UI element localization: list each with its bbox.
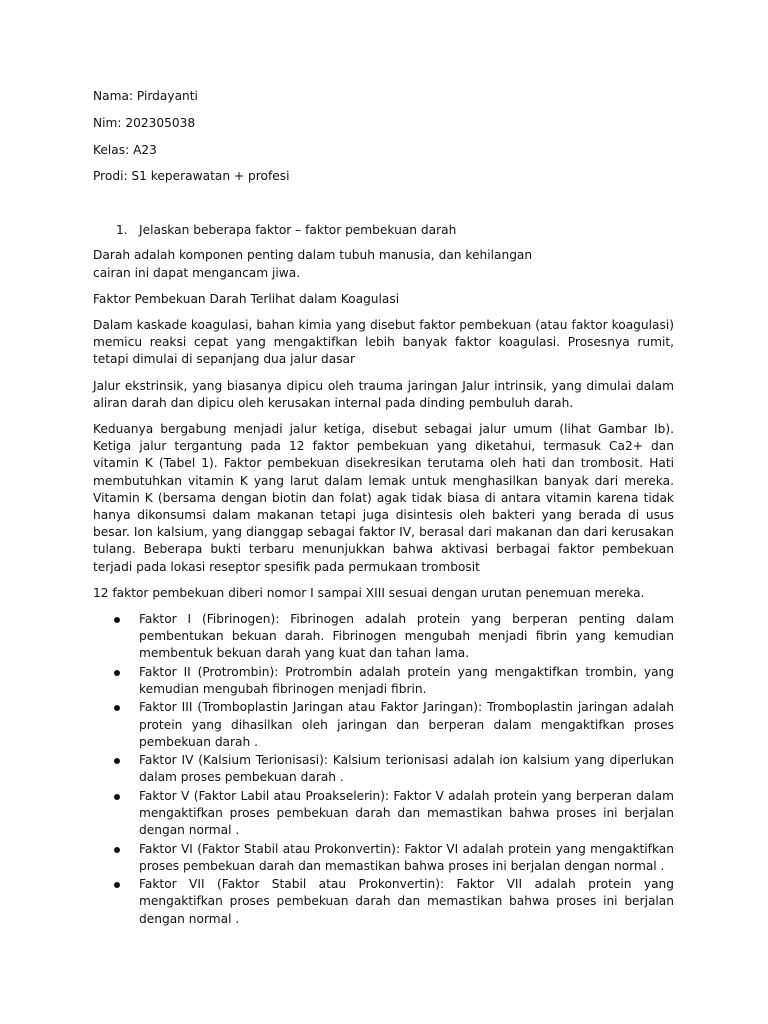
- bullet-icon: [114, 758, 120, 764]
- bullet-icon: [114, 794, 120, 800]
- student-name: Nama: Pirdayanti: [93, 89, 198, 103]
- factor-text: Faktor V (Faktor Labil atau Proakselerin): Faktor V adalah protein yang berperan dalam mengaktifkan proses pembekuan darah dan memastikan bahwa proses ini berjalan dengan normal .: [139, 788, 674, 838]
- list-item: [93, 752, 674, 786]
- factor-text: Faktor VI (Faktor Stabil atau Prokonvertin): Faktor VI adalah protein yang mengaktifkan proses pembekuan darah dan memastikan bahwa proses ini berjalan dengan normal .: [139, 841, 674, 873]
- paragraph-keduanya: Keduanya bergabung menjadi jalur ketiga, disebut sebagai jalur umum (lihat Gambar Ib). Ketiga jalur tergantung pada 12 faktor pembekuan yang diketahui, termasuk Ca2+ dan vitamin K (Tabel 1). Faktor pembekuan disekresikan terutama oleh hati dan trombosit. Hati membutuhkan vitamin K yang larut dalam lemak untuk menghasilkan banyak dari mereka. Vitamin K (bersama dengan biotin dan folat) agak tidak biasa di antara vitamin karena tidak hanya dikonsumsi dalam makanan tetapi juga disintesis oleh bakteri yang berada di usus besar. Ion kalsium, yang dianggap sebagai faktor IV, berasal dari makanan dan dari kerusakan tulang. Beberapa bukti terbaru menunjukkan bahwa aktivasi berbagai faktor pembekuan terjadi pada lokasi reseptor spesifik pada permukaan trombosit: [93, 422, 674, 574]
- list-item: [93, 841, 674, 875]
- question-number: 1.: [116, 223, 128, 238]
- paragraph-kaskade: Dalam kaskade koagulasi, bahan kimia yang disebut faktor pembekuan (atau faktor koagulasi) memicu reaksi cepat yang mengaktifkan lebih banyak faktor koagulasi. Prosesnya rumit, tetapi dimulai di sepanjang dua jalur dasar: [93, 318, 674, 367]
- bullet-icon: [114, 670, 120, 676]
- factor-text: Faktor IV (Kalsium Terionisasi): Kalsium terionisasi adalah ion kalsium yang diperlukan dalam proses pembekuan darah .: [139, 753, 674, 785]
- factor-text: Faktor III (Tromboplastin Jaringan atau Faktor Jaringan): Tromboplastin jaringan adalah protein yang dihasilkan oleh jaringan dan berperan dalam mengaktifkan proses pembekuan darah .: [139, 700, 674, 749]
- study-program: Prodi: S1 keperawatan + profesi: [93, 169, 290, 184]
- student-class: Kelas: A23: [93, 142, 157, 157]
- factor-text: Faktor II (Protrombin): Protrombin adalah protein yang mengaktifkan trombin, yang kemudian mengubah fibrinogen menjadi fibrin.: [139, 664, 674, 697]
- list-item: [93, 699, 674, 751]
- question-text: Jelaskan beberapa faktor – faktor pembekuan darah: [139, 223, 457, 238]
- paragraph-dua-belas: 12 faktor pembekuan diberi nomor I sampai XIII sesuai dengan urutan penemuan mereka.: [93, 585, 645, 600]
- header-spacer: [93, 195, 674, 222]
- bullet-icon: [114, 847, 120, 853]
- bullet-icon: [114, 617, 120, 623]
- bullet-icon: [114, 705, 120, 711]
- section-heading: Faktor Pembekuan Darah Terlihat dalam Koagulasi: [93, 291, 400, 306]
- paragraph-jalur: Jalur ekstrinsik, yang biasanya dipicu oleh trauma jaringan Jalur intrinsik, yang dimulai dalam aliran darah dan dipicu oleh kerusakan internal pada dinding pembuluh darah.: [93, 378, 674, 410]
- list-item: [93, 876, 674, 928]
- list-item: [93, 611, 674, 663]
- student-id: Nim: 202305038: [93, 115, 196, 130]
- factor-text: Faktor I (Fibrinogen): Fibrinogen adalah protein yang berperan penting dalam pembentukan bekuan darah. Fibrinogen mengubah menjadi fibrin yang kemudian membentuk bekuan darah yang kuat dan tahan lama.: [139, 612, 674, 661]
- factor-list: [93, 611, 674, 928]
- question-item: [93, 222, 674, 239]
- paragraph-intro: Darah adalah komponen penting dalam tubuh manusia, dan kehilangan cairan ini dapat mengancam jiwa.: [93, 248, 533, 280]
- list-item: [93, 664, 674, 698]
- factor-text: Faktor VII (Faktor Stabil atau Prokonvertin): Faktor VII adalah protein yang mengaktifkan proses pembekuan darah dan memastikan bahwa proses ini berjalan dengan normal .: [139, 877, 674, 926]
- bullet-icon: [114, 882, 120, 888]
- list-item: [93, 788, 674, 840]
